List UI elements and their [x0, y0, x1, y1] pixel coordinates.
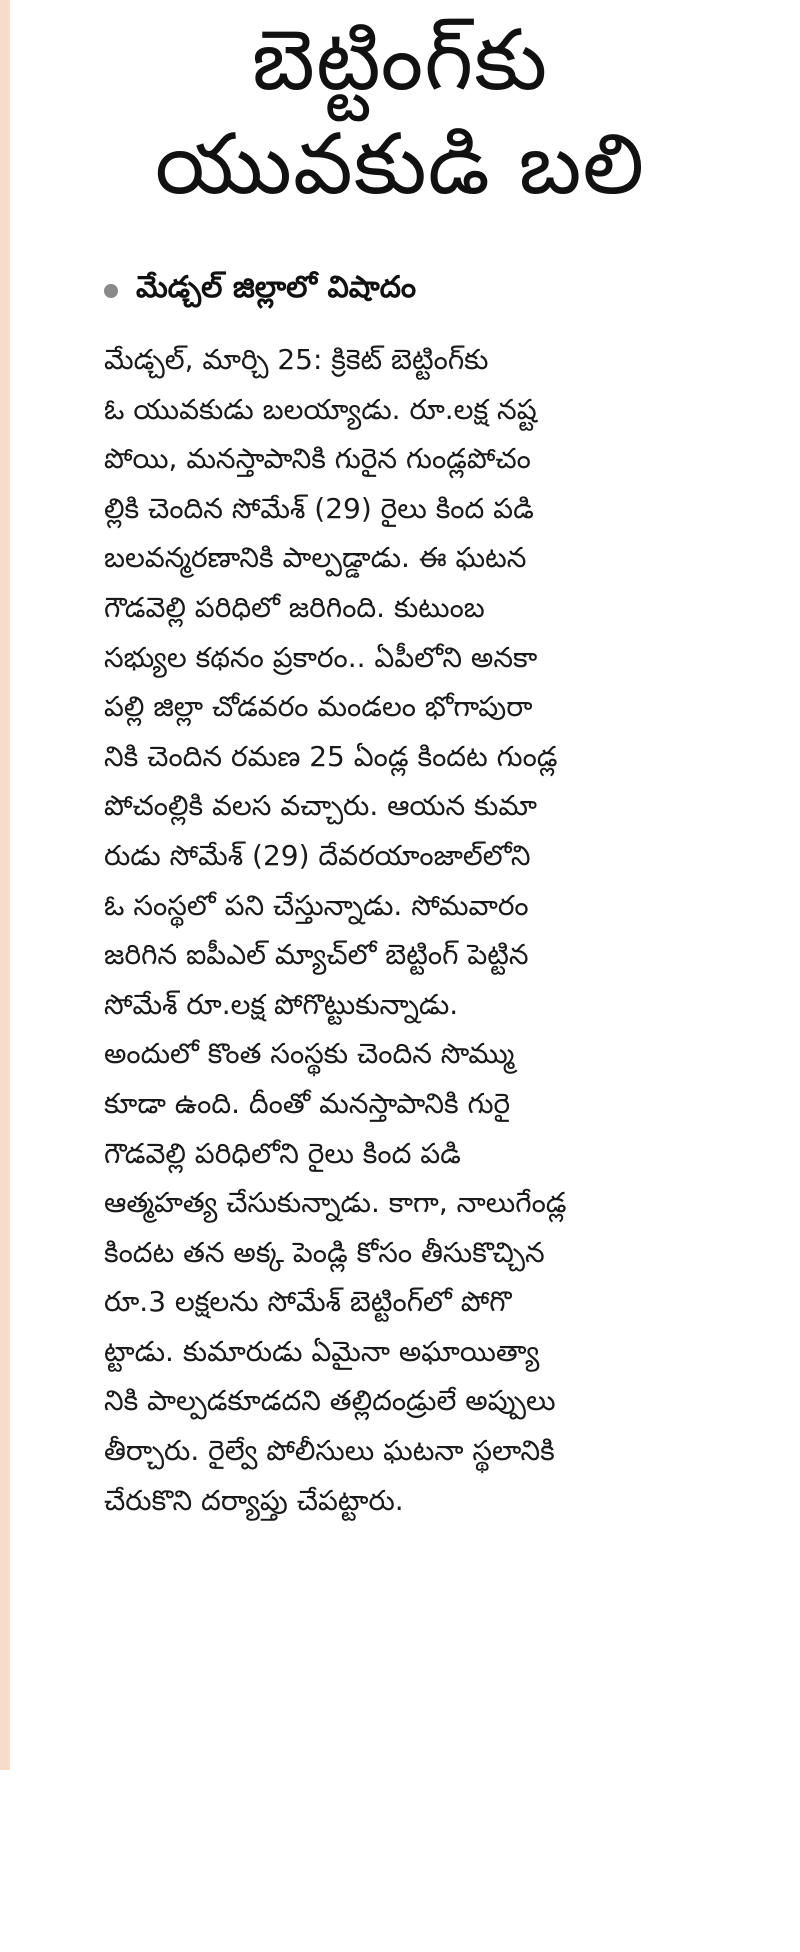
body-line: నికి పాల్పడకూడదని తల్లిదండ్రులే అప్పులు — [104, 1384, 556, 1418]
subheadline-text: మేడ్చల్ జిల్లాలో విషాదం — [136, 270, 417, 305]
subheadline — [104, 270, 416, 312]
body-line: ఓ సంస్థలో పని చేస్తున్నాడు. సోమవారం — [104, 888, 529, 922]
headline — [0, 0, 800, 216]
body-line: గౌడవెల్లి పరిధిలో జరిగింది. కుటుంబ — [104, 590, 485, 624]
body-line: రూ.3 లక్షలను సోమేశ్ బెట్టింగ్‌లో పోగొ — [104, 1285, 512, 1319]
body-line: నికి చెందిన రమణ 25 ఏండ్ల కిందట గుండ్ల — [104, 739, 558, 773]
body-line: సభ్యుల కథనం ప్రకారం.. ఏపీలోని అనకా — [104, 640, 538, 674]
headline-line-1: బెట్టింగ్‌కు — [251, 11, 549, 109]
body-line: జరిగిన ఐపీఎల్ మ్యాచ్‌లో బెట్టింగ్ పెట్టిన — [104, 938, 529, 972]
body-line: చేరుకొని దర్యాప్తు చేపట్టారు. — [104, 1483, 404, 1517]
body-line: రుడు సోమేశ్ (29) దేవరయాంజాల్‌లోని — [104, 838, 531, 872]
body-line: ఓ యువకుడు బలయ్యాడు. రూ.లక్ష నష్ట — [104, 392, 537, 426]
headline-line-2: యువకుడి బలి — [154, 115, 646, 213]
column-rule — [0, 0, 10, 1770]
body-line: బలవన్మరణానికి పాల్పడ్డాడు. ఈ ఘటన — [104, 541, 527, 575]
body-line: గౌడవెల్లి పరిధిలోని రైలు కింద పడి — [104, 1136, 461, 1170]
bullet-icon — [104, 284, 118, 298]
body-line: ఆత్మహత్య చేసుకున్నాడు. కాగా, నాలుగేండ్ల — [104, 1186, 567, 1220]
article-body — [104, 335, 744, 1525]
body-line: పోయి, మనస్తాపానికి గురైన గుండ్లపోచం — [104, 442, 531, 476]
body-line: పోచంల్లికి వలస వచ్చారు. ఆయన కుమా — [104, 789, 537, 823]
body-line: తీర్చారు. రైల్వే పోలీసులు ఘటనా స్థలానికి — [104, 1434, 555, 1468]
body-line: మేడ్చల్, మార్చి 25: క్రికెట్ బెట్టింగ్‌కు — [104, 343, 489, 376]
body-line: కూడా ఉంది. దీంతో మనస్తాపానికి గురై — [104, 1086, 511, 1120]
body-line: పల్లి జిల్లా చోడవరం మండలం భోగాపురా — [104, 690, 533, 724]
body-line: కిందట తన అక్క పెండ్లి కోసం తీసుకొచ్చిన — [104, 1235, 545, 1269]
body-line: అందులో కొంత సంస్థకు చెందిన సొమ్ము — [104, 1037, 515, 1071]
body-line: ల్లికి చెందిన సోమేశ్ (29) రైలు కింద పడి — [104, 491, 534, 525]
body-line: సోమేశ్ రూ.లక్ష పోగొట్టుకున్నాడు. — [104, 987, 459, 1021]
body-line: ట్టాడు. కుమారుడు ఏమైనా అఘాయిత్యా — [104, 1334, 540, 1368]
